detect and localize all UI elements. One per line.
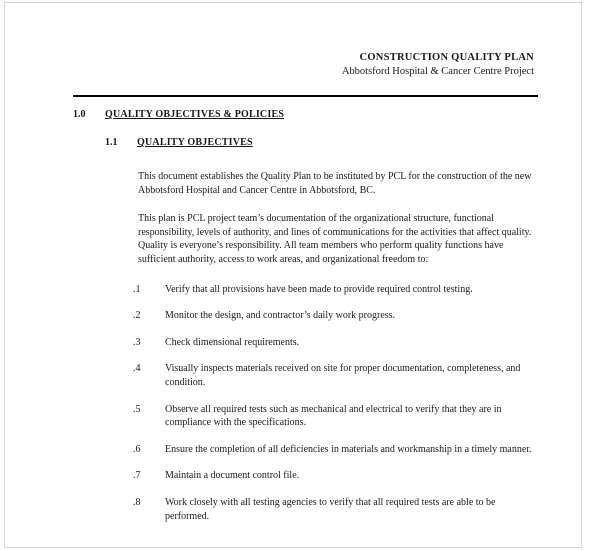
section-number-1-1: 1.1 bbox=[105, 137, 118, 148]
list-item bbox=[133, 309, 535, 323]
paragraph-plan-scope: This plan is PCL project team’s documentation of the organizational structure, functional responsibility, levels of authority, and lines of communications for the activities that affect quality. Quality is everyone’s responsibility. All team members who perform quality functions have sufficient authority, access to work areas, and organizational freedom to: bbox=[138, 213, 532, 265]
header-subtitle: Abbotsford Hospital & Cancer Centre Project bbox=[341, 66, 534, 77]
list-item bbox=[133, 362, 535, 389]
list-item-number: .2 bbox=[133, 310, 141, 322]
list-item-text: Visually inspects materials received on site for proper documentation, completeness, and condition. bbox=[165, 363, 521, 388]
header-title: CONSTRUCTION QUALITY PLAN bbox=[359, 52, 534, 63]
paragraph-intro: This document establishes the Quality Plan to be instituted by PCL for the construction of the new Abbotsford Hospital and Cancer Centre in Abbotsford, BC. bbox=[138, 171, 532, 196]
list-item-text: Work closely with all testing agencies to verify that all required tests are able to be performed. bbox=[165, 496, 496, 522]
list-item-number: .3 bbox=[133, 336, 141, 348]
list-item-number: .6 bbox=[133, 443, 141, 455]
list-item-text: Verify that all provisions have been made to provide required control testing. bbox=[165, 283, 473, 295]
list-item bbox=[133, 469, 535, 483]
list-item-text: Ensure the completion of all deficiencies in materials and workmanship in a timely manner. bbox=[165, 443, 532, 455]
list-item bbox=[133, 443, 535, 457]
list-item-number: .8 bbox=[133, 496, 141, 508]
list-item-text: Maintain a document control file. bbox=[165, 470, 300, 482]
section-title-1-0: QUALITY OBJECTIVES & POLICIES bbox=[105, 109, 285, 120]
list-item bbox=[133, 496, 535, 523]
section-heading-1-1 bbox=[5, 136, 581, 150]
section-heading-1-0 bbox=[5, 108, 581, 122]
list-item-number: .4 bbox=[133, 363, 141, 375]
header-rule-divider bbox=[73, 95, 538, 97]
document-body bbox=[5, 108, 581, 536]
list-item-number: .5 bbox=[133, 403, 141, 415]
list-item-text: Monitor the design, and contractor’s daily work progress. bbox=[165, 310, 396, 322]
list-item bbox=[133, 283, 535, 297]
section-title-1-1: QUALITY OBJECTIVES bbox=[137, 137, 253, 148]
list-item-text: Check dimensional requirements. bbox=[165, 336, 300, 348]
document-header bbox=[69, 51, 534, 79]
list-item bbox=[133, 336, 535, 350]
section-number-1-0: 1.0 bbox=[73, 109, 86, 120]
quality-objectives-list bbox=[5, 283, 581, 524]
list-item bbox=[133, 403, 535, 430]
document-page bbox=[4, 2, 582, 548]
list-item-number: .1 bbox=[133, 283, 141, 295]
list-item-text: Observe all required tests such as mechanical and electrical to verify that they are in compliance with the specifications. bbox=[165, 403, 502, 429]
list-item-number: .7 bbox=[133, 470, 141, 482]
